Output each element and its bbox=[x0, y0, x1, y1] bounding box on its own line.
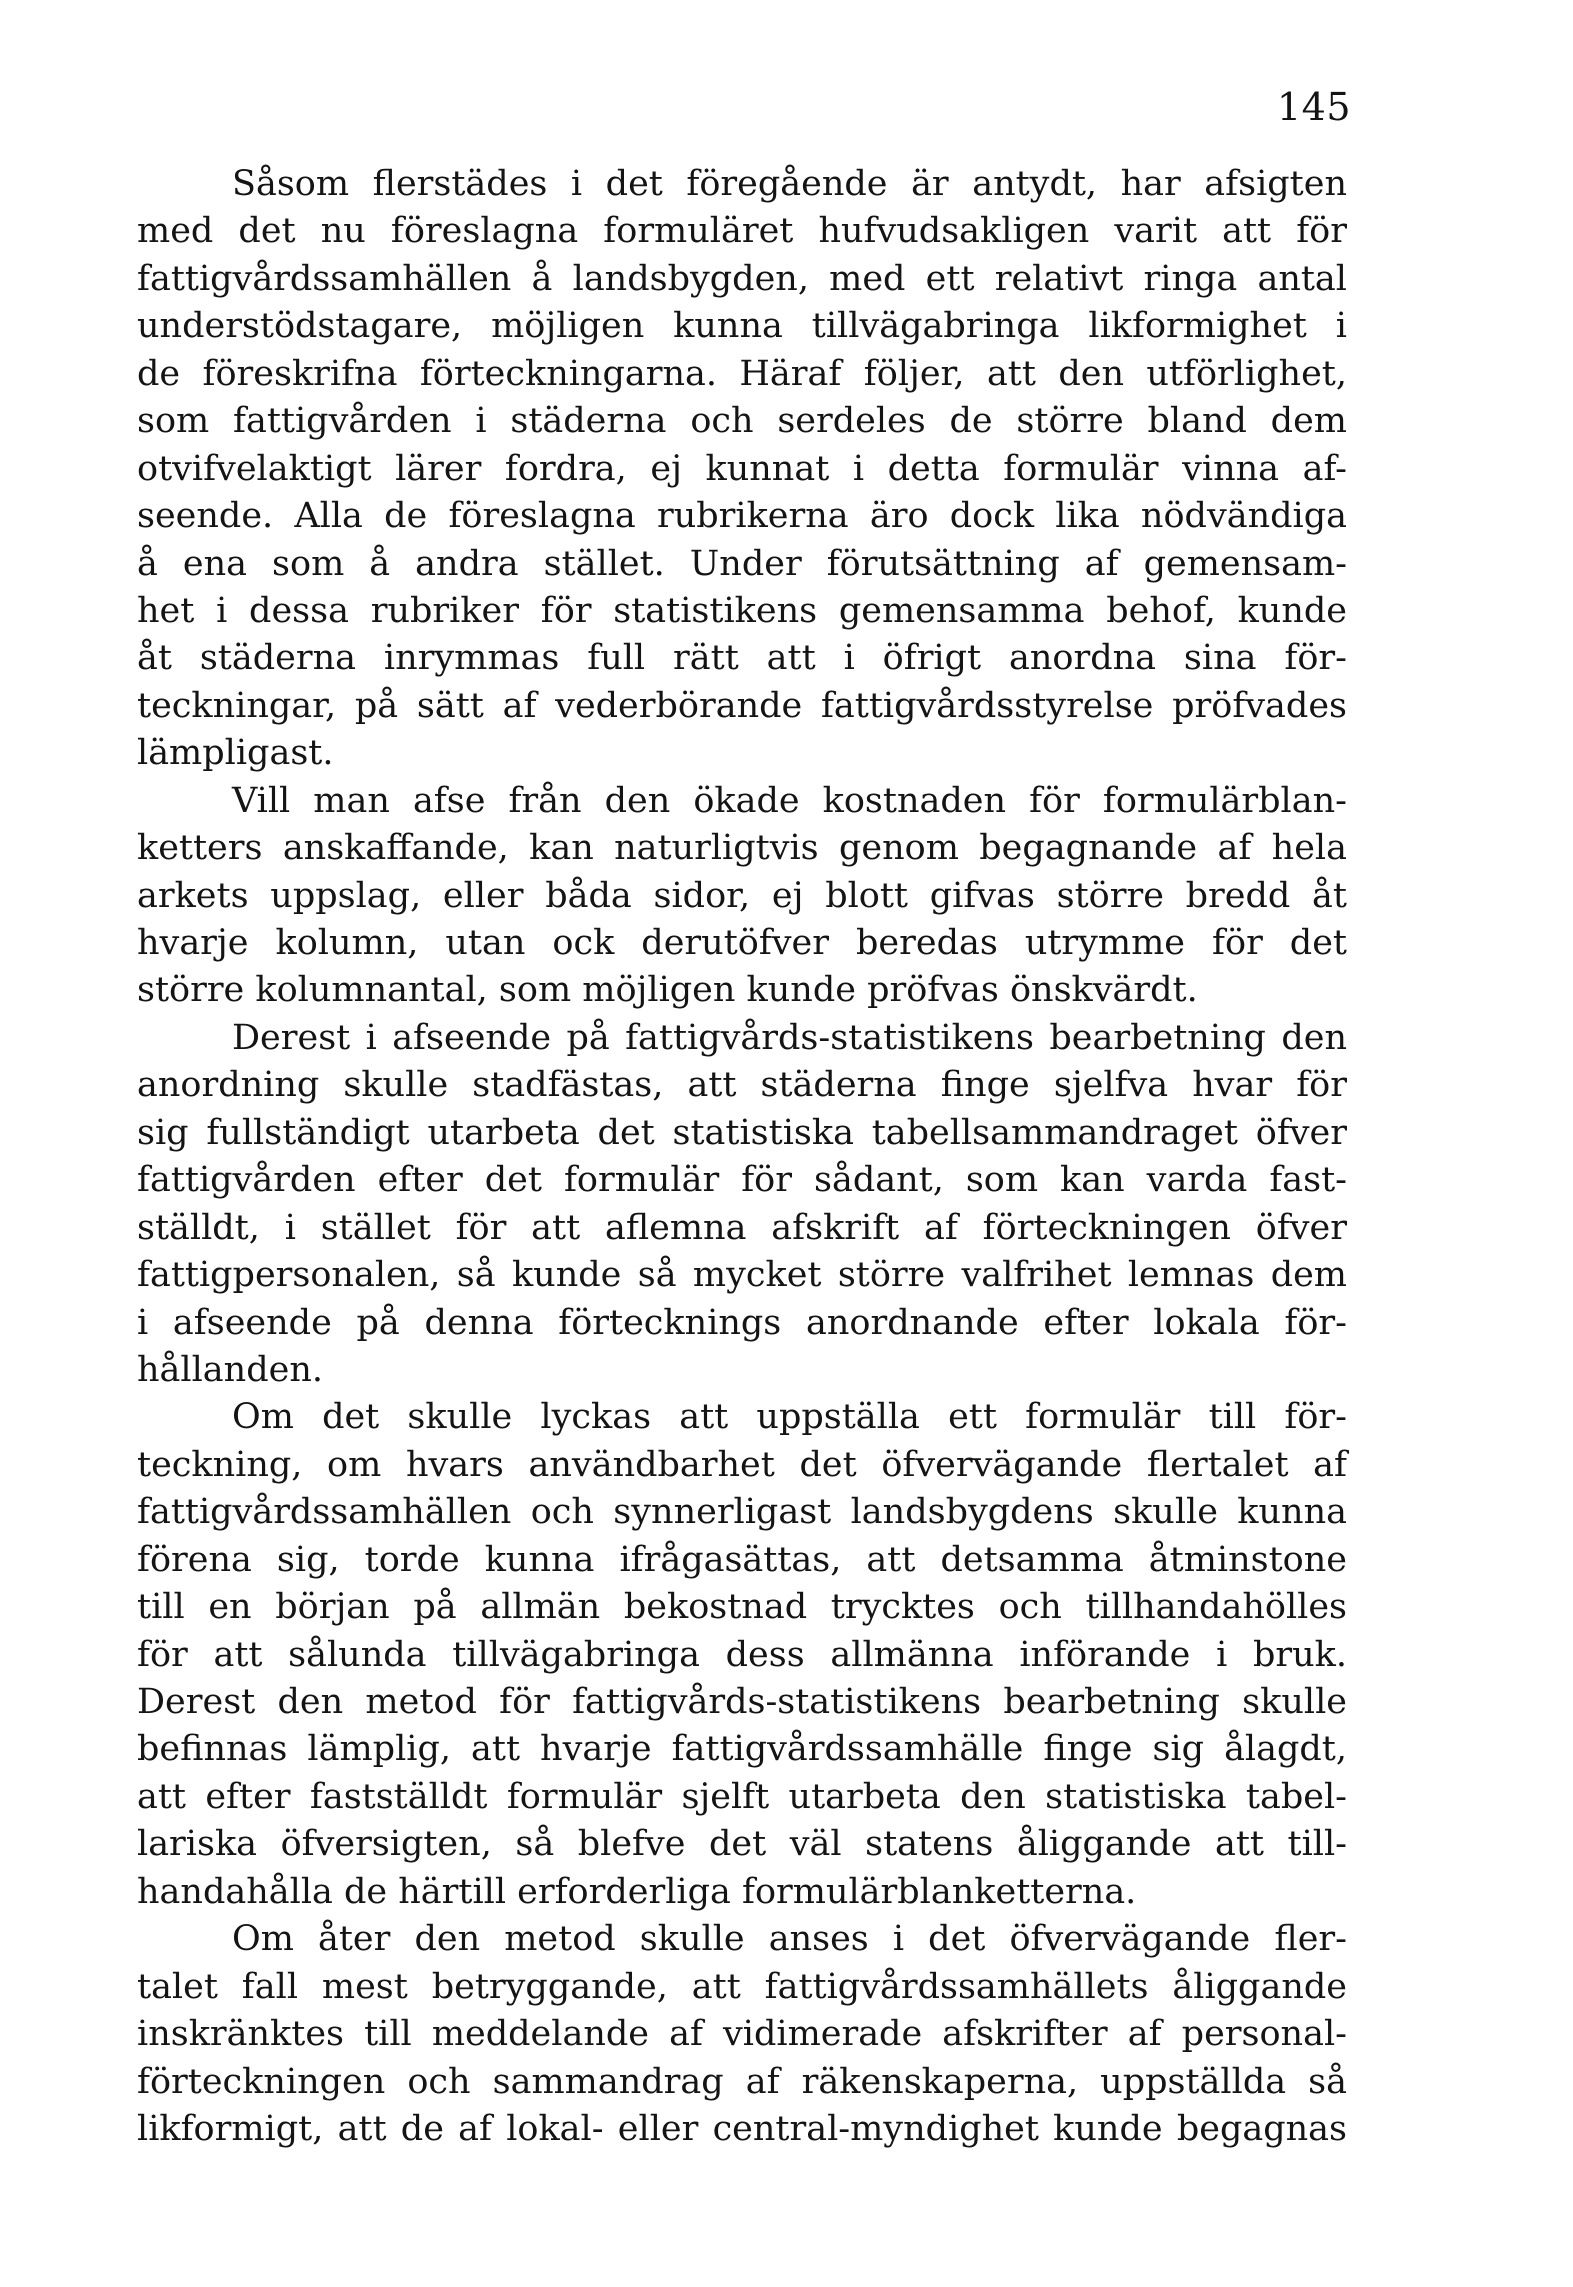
text-line: understödstagare, möjligen kunna tillvägabringa likformighet i bbox=[137, 306, 1347, 347]
text-line: likformigt, att de af lokal- eller central-myndighet kunde begagnas bbox=[137, 2108, 1347, 2149]
text-line: Derest den metod för fattigvårds-statistikens bearbetning skulle bbox=[137, 1682, 1347, 1722]
text-line: inskränktes till meddelande af vidimerade afskrifter af personal- bbox=[137, 2014, 1347, 2055]
text-line: seende. Alla de föreslagna rubrikerna äro dock lika nödvändiga bbox=[137, 496, 1347, 537]
text-line: Om åter den metod skulle anses i det öfvervägande fler- bbox=[232, 1919, 1347, 1960]
text-line: Derest i afseende på fattigvårds-statistikens bearbetning den bbox=[232, 1017, 1347, 1058]
text-line: lariska öfversigten, så blefve det väl statens åliggande att till- bbox=[137, 1824, 1347, 1865]
text-line: Vill man afse från den ökade kostnaden för formulärblan- bbox=[232, 780, 1347, 821]
text-line: Såsom flerstädes i det föregående är antydt, har afsigten bbox=[232, 164, 1347, 204]
text-line: förena sig, torde kunna ifrågasättas, att detsamma åtminstone bbox=[137, 1539, 1347, 1580]
page-number: 145 bbox=[1276, 85, 1351, 129]
body-text bbox=[137, 161, 1347, 2153]
text-line: hållanden. bbox=[137, 1349, 323, 1390]
text-line: Om det skulle lyckas att uppställa ett formulär till för- bbox=[232, 1397, 1347, 1438]
text-line: de föreskrifna förteckningarna. Häraf följer, att den utförlighet, bbox=[137, 353, 1347, 394]
text-line: lämpligast. bbox=[137, 733, 334, 774]
text-line: anordning skulle stadfästas, att städerna finge sjelfva hvar för bbox=[137, 1065, 1347, 1106]
text-line: till en början på allmän bekostnad trycktes och tillhandahölles bbox=[137, 1587, 1347, 1628]
text-line: arkets uppslag, eller båda sidor, ej blott gifvas större bredd åt bbox=[137, 875, 1347, 916]
text-line: talet fall mest betryggande, att fattigvårdssamhällets åliggande bbox=[137, 1966, 1347, 2007]
text-line: het i dessa rubriker för statistikens gemensamma behof, kunde bbox=[137, 590, 1347, 631]
text-line: fattigvårdssamhällen å landsbygden, med ett relativt ringa antal bbox=[137, 258, 1347, 299]
text-line: hvarje kolumn, utan ock derutöfver beredas utrymme för det bbox=[137, 923, 1347, 963]
text-line: fattigpersonalen, så kunde så mycket större valfrihet lemnas dem bbox=[137, 1255, 1347, 1296]
text-line: åt städerna inrymmas full rätt att i öfrigt anordna sina för- bbox=[137, 638, 1347, 679]
text-line: fattigvårdssamhällen och synnerligast landsbygdens skulle kunna bbox=[137, 1492, 1347, 1533]
text-line: ställdt, i stället för att aflemna afskrift af förteckningen öfver bbox=[137, 1207, 1347, 1248]
text-line: större kolumnantal, som möjligen kunde pröfvas önskvärdt. bbox=[137, 970, 1198, 1011]
text-line: otvifvelaktigt lärer fordra, ej kunnat i detta formulär vinna af- bbox=[137, 448, 1347, 489]
text-line: ketters anskaffande, kan naturligtvis genom begagnande af hela bbox=[137, 828, 1347, 869]
text-line: som fattigvården i städerna och serdeles de större bland dem bbox=[137, 401, 1347, 442]
text-line: sig fullständigt utarbeta det statistiska tabellsammandraget öfver bbox=[137, 1112, 1347, 1153]
text-line: i afseende på denna förtecknings anordnande efter lokala för- bbox=[137, 1302, 1347, 1343]
text-line: befinnas lämplig, att hvarje fattigvårdssamhälle finge sig ålagdt, bbox=[137, 1729, 1347, 1770]
text-line: teckning, om hvars användbarhet det öfvervägande flertalet af bbox=[137, 1444, 1347, 1485]
text-line: å ena som å andra stället. Under förutsättning af gemensam- bbox=[137, 543, 1347, 584]
text-line: fattigvården efter det formulär för sådant, som kan varda fast- bbox=[137, 1160, 1347, 1201]
text-line: med det nu föreslagna formuläret hufvudsakligen varit att för bbox=[137, 211, 1347, 252]
text-line: att efter fastställdt formulär sjelft utarbeta den statistiska tabel- bbox=[137, 1776, 1347, 1817]
text-line: förteckningen och sammandrag af räkenskaperna, uppställda så bbox=[137, 2061, 1347, 2102]
text-line: handahålla de härtill erforderliga formulärblanketterna. bbox=[137, 1871, 1137, 1912]
text-line: teckningar, på sätt af vederbörande fattigvårdsstyrelse pröfvades bbox=[137, 685, 1347, 726]
text-line: för att sålunda tillvägabringa dess allmänna införande i bruk. bbox=[137, 1634, 1347, 1675]
